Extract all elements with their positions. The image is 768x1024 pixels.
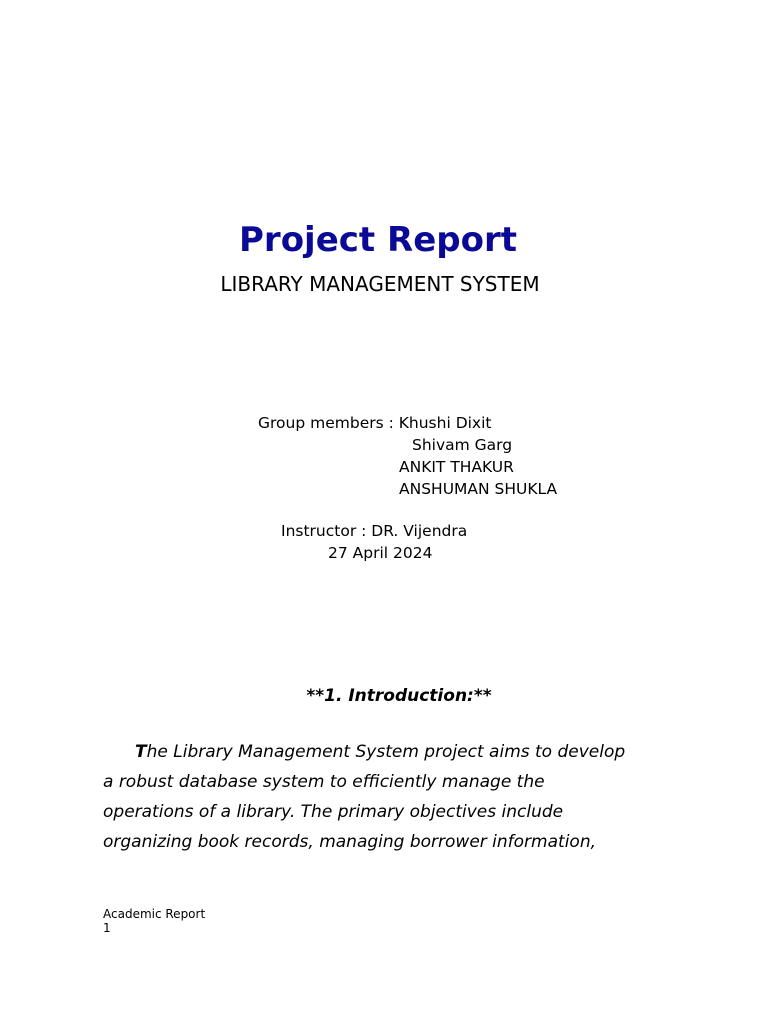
member-name: Shivam Garg — [412, 436, 513, 454]
page-subtitle: LIBRARY MANAGEMENT SYSTEM — [220, 272, 540, 296]
paragraph-line: organizing book records, managing borrower information, — [103, 832, 596, 852]
member-name: ANKIT THAKUR — [399, 458, 514, 476]
section-heading: **1. Introduction:** — [306, 686, 492, 706]
paragraph-text: he Library Management System project aims to develop — [146, 742, 626, 762]
paragraph-line: a robust database system to efficiently manage the — [103, 772, 545, 792]
instructor-line: Instructor : DR. Vijendra — [281, 522, 468, 540]
member-name: ANSHUMAN SHUKLA — [399, 480, 558, 498]
intro-paragraph — [103, 737, 683, 857]
group-members-line: Group members : Khushi Dixit — [258, 414, 492, 432]
page-footer — [103, 907, 205, 935]
drop-cap-letter: T — [135, 742, 147, 762]
report-date: 27 April 2024 — [328, 544, 433, 562]
page-title: Project Report — [239, 220, 517, 260]
paragraph-line: operations of a library. The primary objectives include — [103, 802, 564, 822]
page-number: 1 — [103, 921, 111, 935]
footer-label: Academic Report — [103, 907, 206, 921]
paragraph-line — [103, 737, 683, 767]
